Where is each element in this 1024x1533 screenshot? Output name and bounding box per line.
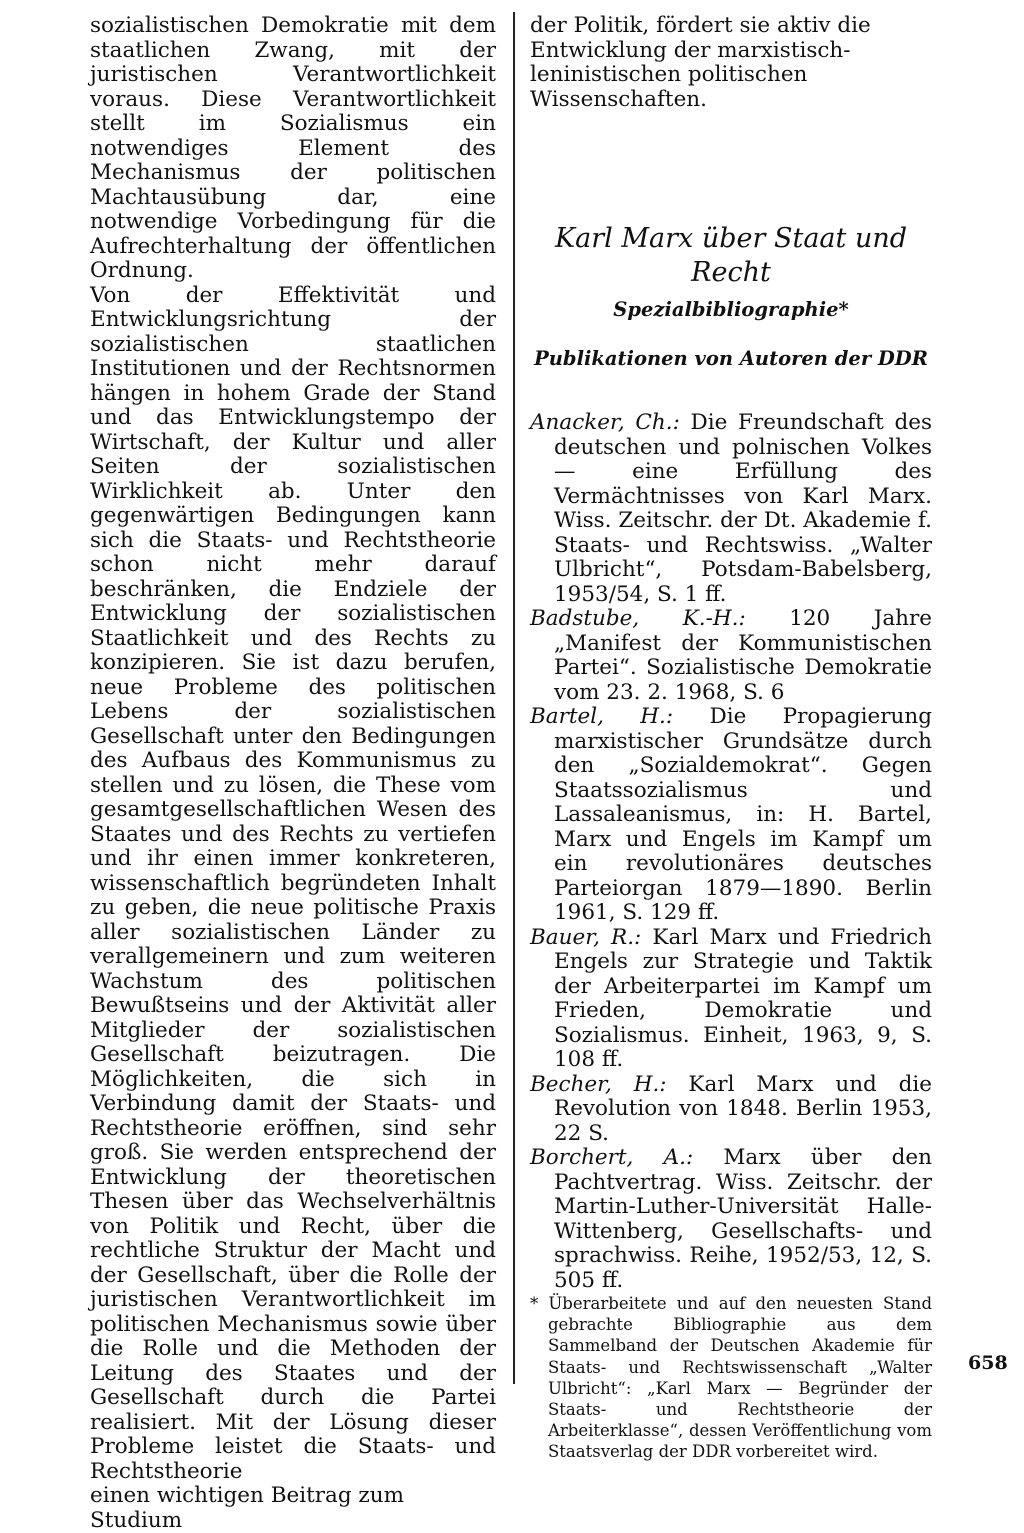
body-paragraph-last-line: einen wichtigen Beitrag zum Studium [90,1483,404,1533]
footnote: * Überarbeitete und auf den neuesten Stand gebrachte Bibliographie aus dem Sammelband der Deutschen Akademie für Staats- und Rechtswissenschaft „Walter Ulbricht“: „Karl Marx — Begründer der Staats- und Rechtstheorie der Arbeiterklasse“, dessen Veröffentlichung vom Staatsverlag der DDR vorbereitet wird. [530,1294,932,1462]
section-subtitle: Spezialbibliographie* [613,298,849,321]
entry-author: Badstube, K.-H.: [530,606,746,631]
bibliography-list [530,411,932,1293]
left-column [90,14,496,1533]
entry-author: Bauer, R.: [530,924,642,950]
page-number: 658 [968,1352,1008,1374]
entry-author: Anacker, Ch.: [530,410,680,435]
entry-author: Becher, H.: [530,1071,667,1097]
entry-text: Die Freundschaft des deutschen und polnischen Volkes — eine Erfüllung des Vermächtnisses von Karl Marx. Wiss. Zeitschr. der Dt. Akademie f. Staats- und Rechtswiss. „Walter Ulbricht“, Potsdam-Babelsberg, 1953/54, S. 1 ff. [554,410,932,607]
bibliography-entry [530,607,932,705]
entry-text: Karl Marx und Friedrich Engels zur Strategie und Taktik der Arbeiterpartei im Kampf um Frieden, Demokratie und Sozialismus. Einheit, 1963, 9, S. 108 ff. [554,924,932,1072]
body-paragraph: Von der Effektivität und Entwicklungsrichtung der sozialistischen staatlichen Institutionen und der Rechtsnormen hängen in hohem Grade der Stand und das Entwicklungstempo der Wirtschaft, der Kultur und aller Seiten der sozialistischen Wirklichkeit ab. Unter den gegenwärtigen Bedingungen kann sich die Staats- und Rechtstheorie schon nicht mehr darauf beschränken, die Endziele der Entwicklung der sozialistischen Staatlichkeit und des Rechts zu konzipieren. Sie ist dazu berufen, neue Probleme des politischen Lebens der sozialistischen Gesellschaft unter den Bedingungen des Aufbaus des Kommunismus zu stellen und zu lösen, die These vom gesamtgesellschaftlichen Wesen des Staates und des Rechts zu vertiefen und ihr einen immer konkreteren, wissenschaftlich begründeten Inhalt zu geben, die neue politische Praxis aller sozialistischen Länder zu verallgemeinern und zum weiteren Wachstum des politischen Bewußtseins und der Aktivität aller Mitglieder der sozialistischen Gesellschaft beizutragen. Die Möglichkeiten, die sich in Verbindung damit der Staats- und Rechtstheorie eröffnen, sind sehr groß. Sie werden entsprechend der Entwicklung der theoretischen Thesen über das Wechselverhältnis von Politik und Recht, über die rechtliche Struktur der Macht und der Gesellschaft, über die Rolle der juristischen Verantwortlichkeit im politischen Mechanismus sowie über die Rolle und die Methoden der Leitung des Staates und der Gesellschaft durch die Partei realisiert. Mit der Lösung dieser Probleme leistet die Staats- und Rechtstheorie [90,282,496,1484]
right-column [530,14,932,1463]
body-paragraph: der Politik, fördert sie aktiv die Entwicklung der marxistisch-leninistischen politischen Wissenschaften. [530,13,871,112]
bibliography-entry [530,1146,932,1293]
entry-text: Die Propagierung marxistischer Grundsätze durch den „Sozialdemokrat“. Gegen Staatssozialismus und Lassaleanismus, in: H. Bartel, Marx und Engels im Kampf um ein revolutionäres deutsches Parteiorgan 1879—1890. Berlin 1961, S. 129 ff. [554,704,932,925]
bibliography-entry [530,1073,932,1147]
body-paragraph: sozialistischen Demokratie mit dem staatlichen Zwang, mit der juristischen Verantwortlichkeit voraus. Diese Verantwortlichkeit stellt im Sozialismus ein notwendiges Element des Mechanismus der politischen Machtausübung dar, eine notwendige Vorbedingung für die Aufrechterhaltung der öffentlichen Ordnung. [90,13,496,283]
entry-author: Bartel, H.: [530,704,674,729]
entry-text: Marx über den Pachtvertrag. Wiss. Zeitschr. der Martin-Luther-Universität Halle-Wittenberg, Gesellschafts- und sprachwiss. Reihe, 1952/53, 12, S. 505 ff. [554,1145,932,1293]
section-title: Karl Marx über Staat und Recht [554,223,908,288]
bibliography-entry [530,411,932,607]
publications-heading: Publikationen von Autoren der DDR [534,347,928,370]
entry-author: Borchert, A.: [530,1145,694,1170]
bibliography-entry [530,705,932,926]
entry-text: 120 Jahre „Manifest der Kommunistischen Partei“. Sozialistische Demokratie vom 23. 2. 1968, S. 6 [554,606,933,705]
column-divider [513,12,515,1384]
entry-text: Karl Marx und die Revolution von 1848. Berlin 1953, 22 S. [554,1071,933,1146]
bibliography-entry [530,926,932,1073]
